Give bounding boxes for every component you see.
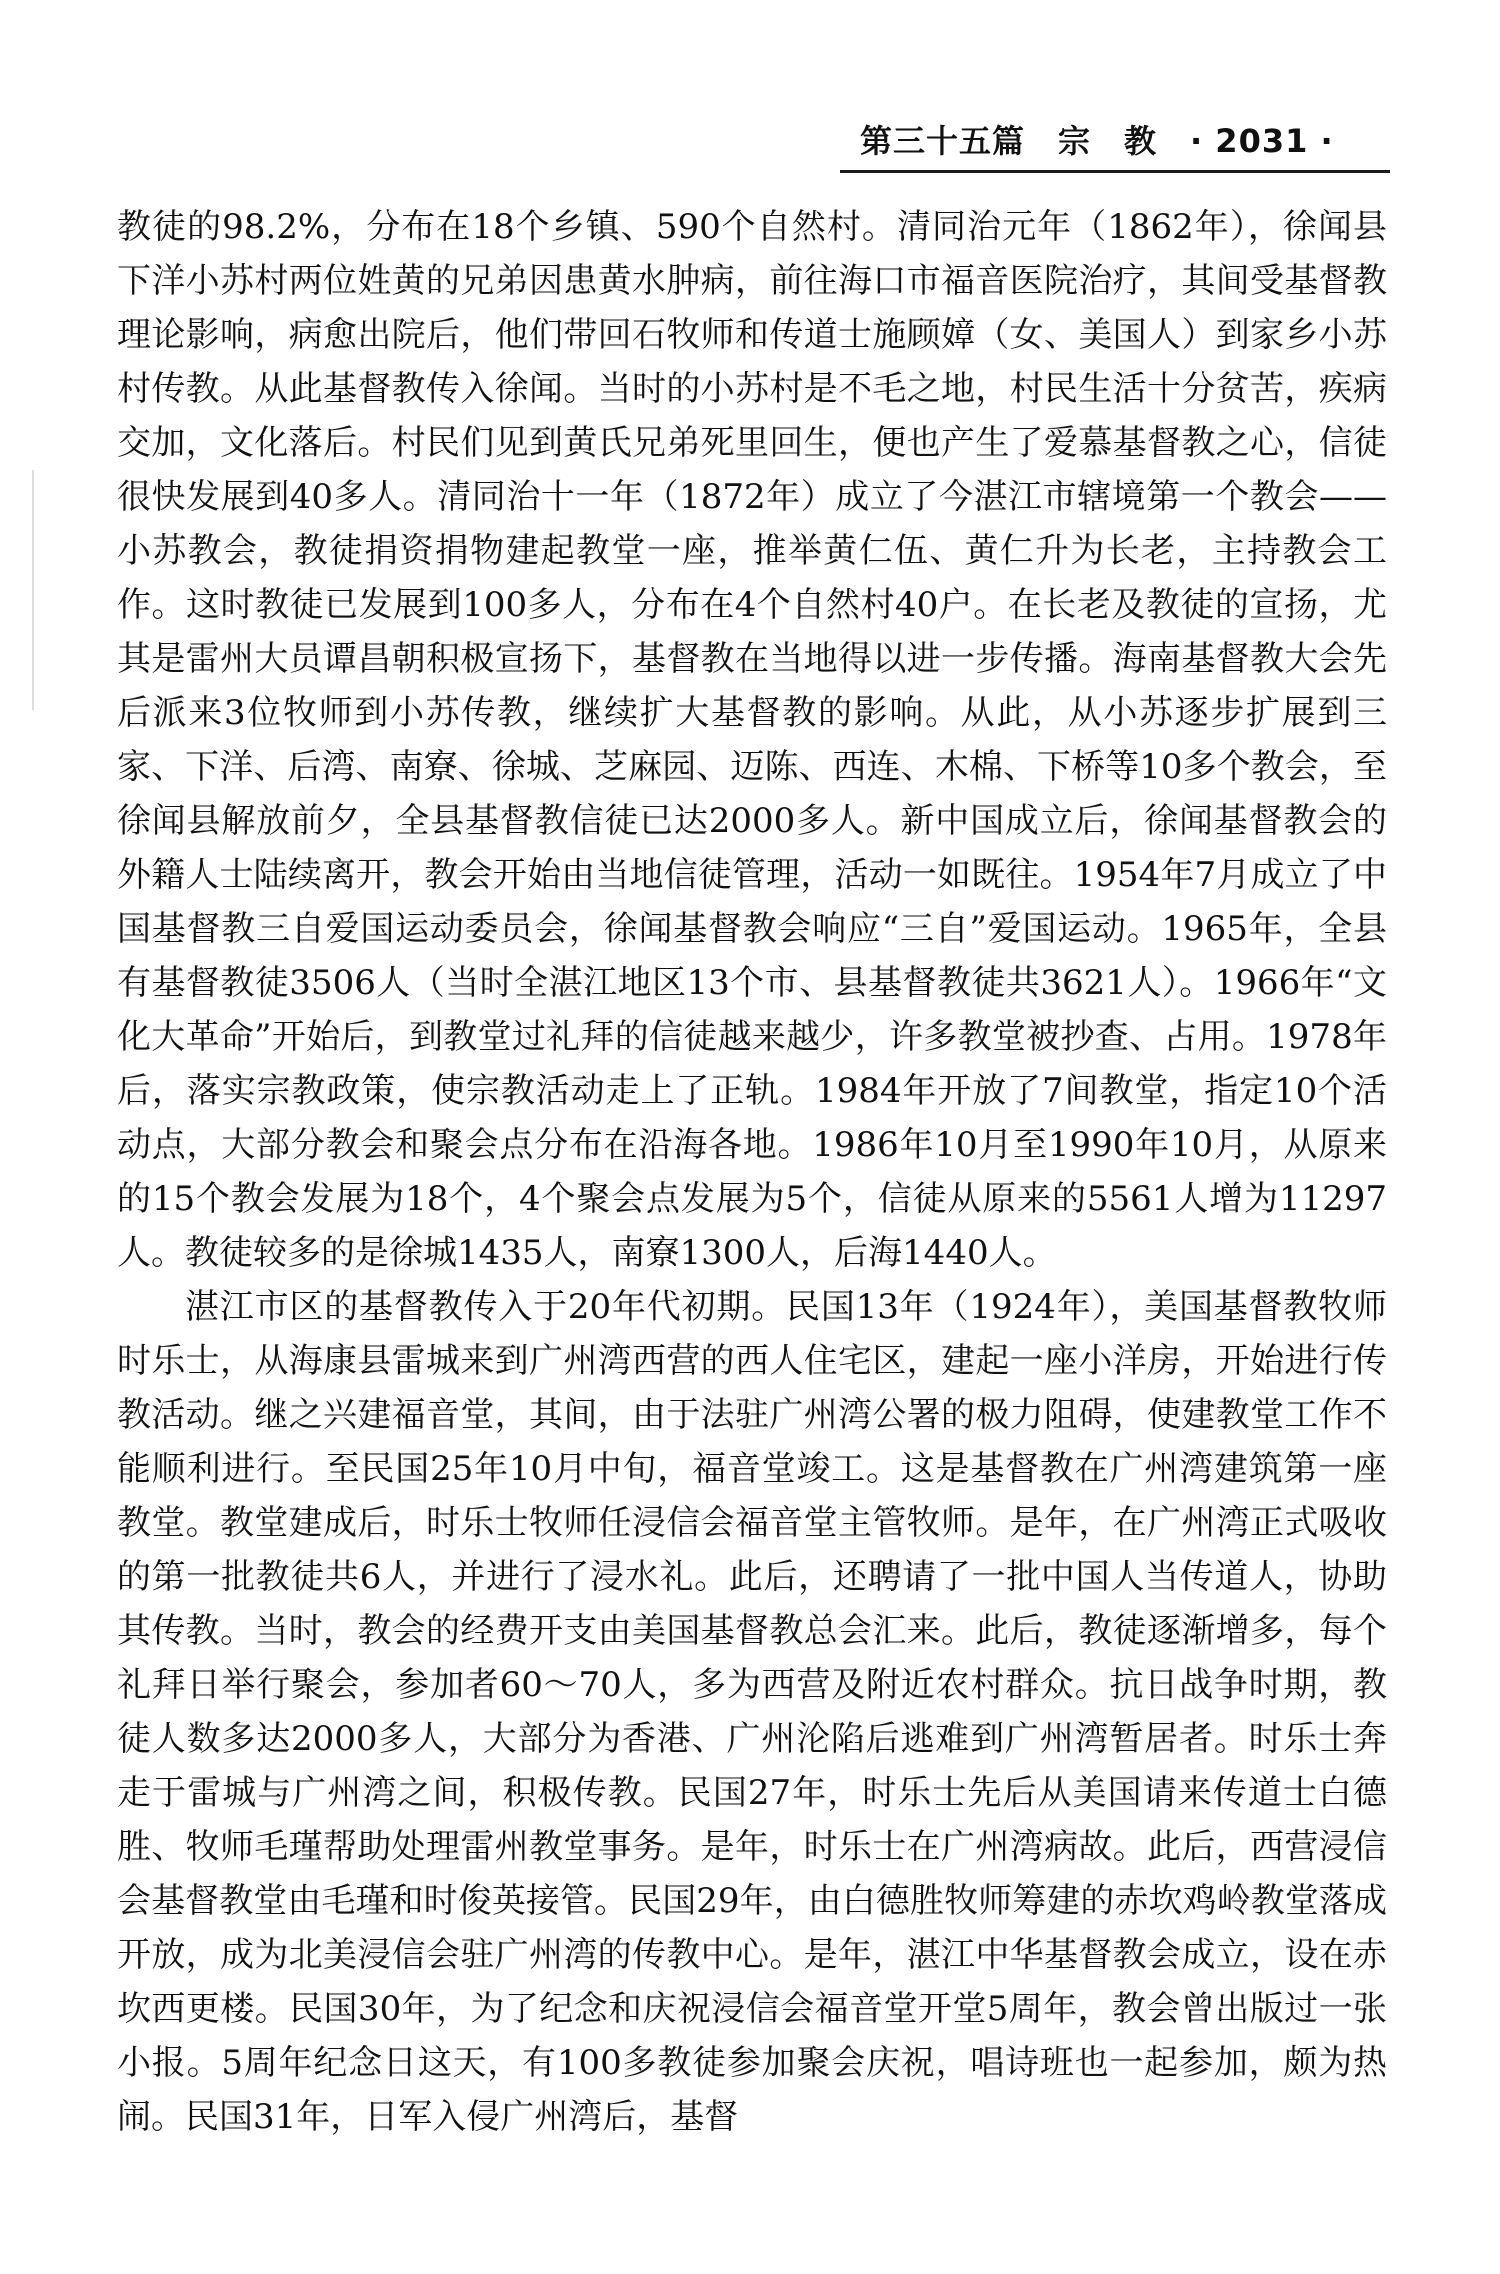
paragraph-xuwen: 教徒的98.2%，分布在18个乡镇、590个自然村。清同治元年（1862年），徐闻县下洋小苏村两位姓黄的兄弟因患黄水肿病，前往海口市福音医院治疗，其间受基督教理论影响，病愈出院后，他们带回石牧师和传道士施顾嫜（女、美国人）到家乡小苏村传教。从此基督教传入徐闻。当时的小苏村是不毛之地，村民生活十分贫苦，疾病交加，文化落后。村民们见到黄氏兄弟死里回生，便也产生了爱慕基督教之心，信徒很快发展到40多人。清同治十一年（1872年）成立了今湛江市辖境第一个教会——小苏教会，教徒捐资捐物建起教堂一座，推举黄仁伍、黄仁升为长老，主持教会工作。这时教徒已发展到100多人，分布在4个自然村40户。在长老及教徒的宣扬，尤其是雷州大员谭昌朝积极宣扬下，基督教在当地得以进一步传播。海南基督教大会先后派来3位牧师到小苏传教，继续扩大基督教的影响。从此，从小苏逐步扩展到三家、下洋、后湾、南寮、徐城、芝麻园、迈陈、西连、木棉、下桥等10多个教会，至徐闻县解放前夕，全县基督教信徒已达2000多人。新中国成立后，徐闻基督教会的外籍人士陆续离开，教会开始由当地信徒管理，活动一如既往。1954年7月成立了中国基督教三自爱国运动委员会，徐闻基督教会响应“三自”爱国运动。1965年，全县有基督教徒3506人（当时全湛江地区13个市、县基督教徒共3621人）。1966年“文化大革命”开始后，到教堂过礼拜的信徒越来越少，许多教堂被抄查、占用。1978年后，落实宗教政策，使宗教活动走上了正轨。1984年开放了7间教堂，指定10个活动点，大部分教会和聚会点分布在沿海各地。1986年10月至1990年10月，从原来的15个教会发展为18个，4个聚会点发展为5个，信徒从原来的5561人增为11297人。教徒较多的是徐城1435人，南寮1300人，后海1440人。 [117,207,1387,1273]
scan-margin-mark [32,470,34,710]
body-text [117,200,1387,2144]
paragraph-zhanjiang: 湛江市区的基督教传入于20年代初期。民国13年（1924年），美国基督教牧师时乐士，从海康县雷城来到广州湾西营的西人住宅区，建起一座小洋房，开始进行传教活动。继之兴建福音堂，其间，由于法驻广州湾公署的极力阻碍，使建教堂工作不能顺利进行。至民国25年10月中旬，福音堂竣工。这是基督教在广州湾建筑第一座教堂。教堂建成后，时乐士牧师任浸信会福音堂主管牧师。是年，在广州湾正式吸收的第一批教徒共6人，并进行了浸水礼。此后，还聘请了一批中国人当传道人，协助其传教。当时，教会的经费开支由美国基督教总会汇来。此后，教徒逐渐增多，每个礼拜日举行聚会，参加者60～70人，多为西营及附近农村群众。抗日战争时期，教徒人数多达2000多人，大部分为香港、广州沦陷后逃难到广州湾暂居者。时乐士奔走于雷城与广州湾之间，积极传教。民国27年，时乐士先后从美国请来传道士白德胜、牧师毛瑾帮助处理雷州教堂事务。是年，时乐士在广州湾病故。此后，西营浸信会基督教堂由毛瑾和时俊英接管。民国29年，由白德胜牧师筹建的赤坎鸡岭教堂落成开放，成为北美浸信会驻广州湾的传教中心。是年，湛江中华基督教会成立，设在赤坎西更楼。民国30年，为了纪念和庆祝浸信会福音堂开堂5周年，教会曾出版过一张小报。5周年纪念日这天，有100多教徒参加聚会庆祝，唱诗班也一起参加，颇为热闹。民国31年，日军入侵广州湾后，基督 [117,1287,1387,2137]
running-header-title: 第三十五篇 宗 教 · 2031 · [860,122,1334,160]
page-header [840,112,1390,173]
